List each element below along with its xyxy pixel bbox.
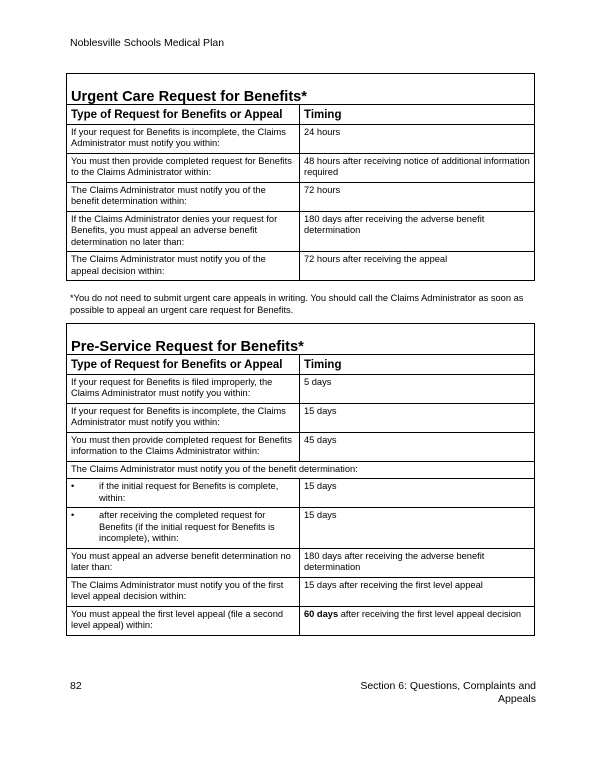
request-type-cell: If the Claims Administrator denies your request for Benefits, you must appeal an adverse benefit determination no later than: — [67, 211, 300, 252]
timing-cell: 15 days after receiving the first level appeal — [300, 577, 535, 606]
table-row — [67, 374, 535, 403]
table-row — [67, 153, 535, 182]
table-row — [67, 182, 535, 211]
table-row — [67, 548, 535, 577]
section-title: Section 6: Questions, Complaints and Appeals — [360, 680, 536, 705]
page-header: Noblesville Schools Medical Plan — [70, 37, 225, 49]
table-row — [67, 432, 535, 461]
timing-cell: 72 hours — [300, 182, 535, 211]
timing-cell: 15 days — [300, 479, 535, 508]
request-type-cell: The Claims Administrator must notify you of the first level appeal decision within: — [67, 577, 300, 606]
urgent-care-footnote: *You do not need to submit urgent care appeals in writing. You should call the Claims Administrator as soon as possible to appeal an urgent care request for Benefits. — [70, 293, 524, 315]
timing-cell: 72 hours after receiving the appeal — [300, 252, 535, 281]
timing-emphasis: 60 days — [304, 608, 339, 619]
column-header-type: Type of Request for Benefits or Appeal — [67, 105, 300, 125]
timing-cell: 5 days — [300, 374, 535, 403]
request-type-cell — [67, 508, 300, 549]
page-number: 82 — [70, 680, 82, 692]
table-row — [67, 461, 535, 479]
request-type-cell — [67, 479, 300, 508]
timing-cell: 180 days after receiving the adverse benefit determination — [300, 211, 535, 252]
table-row — [67, 403, 535, 432]
request-type-cell: If your request for Benefits is incomplete, the Claims Administrator must notify you within: — [67, 124, 300, 153]
table-row — [67, 606, 535, 635]
table-row — [67, 479, 535, 508]
timing-cell: 48 hours after receiving notice of additional information required — [300, 153, 535, 182]
column-header-timing: Timing — [300, 105, 535, 125]
timing-cell: 45 days — [300, 432, 535, 461]
urgent-care-title: Urgent Care Request for Benefits* — [67, 74, 535, 105]
request-type-cell: If your request for Benefits is filed improperly, the Claims Administrator must notify you within: — [67, 374, 300, 403]
table-row — [67, 577, 535, 606]
bullet-icon: • — [71, 481, 75, 491]
timing-text: after receiving the first level appeal decision — [338, 608, 522, 619]
pre-service-title: Pre-Service Request for Benefits* — [67, 324, 535, 355]
timing-cell: 180 days after receiving the adverse benefit determination — [300, 548, 535, 577]
table-row — [67, 508, 535, 549]
table-row — [67, 211, 535, 252]
bullet-text: if the initial request for Benefits is complete, within: — [99, 481, 279, 503]
request-type-cell: The Claims Administrator must notify you of the benefit determination within: — [67, 182, 300, 211]
timing-cell: 15 days — [300, 403, 535, 432]
urgent-care-table — [66, 73, 535, 281]
determination-heading: The Claims Administrator must notify you of the benefit determination: — [67, 461, 535, 479]
request-type-cell: You must appeal an adverse benefit determination no later than: — [67, 548, 300, 577]
request-type-cell: If your request for Benefits is incomplete, the Claims Administrator must notify you within: — [67, 403, 300, 432]
column-header-type: Type of Request for Benefits or Appeal — [67, 355, 300, 375]
pre-service-table — [66, 323, 535, 636]
bullet-icon: • — [71, 510, 75, 520]
request-type-cell: You must then provide completed request for Benefits information to the Claims Administrator within: — [67, 432, 300, 461]
request-type-cell: The Claims Administrator must notify you of the appeal decision within: — [67, 252, 300, 281]
timing-cell: 24 hours — [300, 124, 535, 153]
timing-cell: 15 days — [300, 508, 535, 549]
table-row — [67, 252, 535, 281]
table-row — [67, 124, 535, 153]
request-type-cell: You must appeal the first level appeal (file a second level appeal) within: — [67, 606, 300, 635]
request-type-cell: You must then provide completed request for Benefits to the Claims Administrator within: — [67, 153, 300, 182]
timing-cell — [300, 606, 535, 635]
column-header-timing: Timing — [300, 355, 535, 375]
bullet-text: after receiving the completed request for Benefits (if the initial request for Benefits is incomplete), within: — [99, 510, 275, 543]
